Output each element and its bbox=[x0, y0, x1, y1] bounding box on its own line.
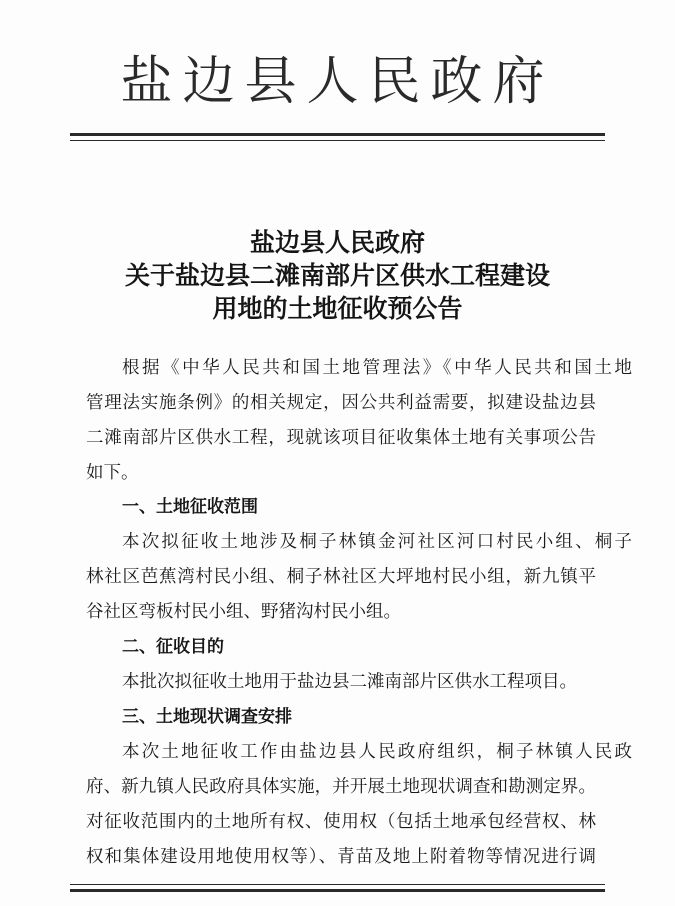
section-3-heading: 三、土地现状调查安排 bbox=[122, 707, 292, 727]
section-1-line-3: 谷社区弯板村民小组、野猪沟村民小组。 bbox=[86, 602, 401, 622]
section-3-line-3: 对征收范围内的土地所有权、使用权（包括土地承包经营权、林 bbox=[86, 812, 596, 832]
notice-title-line-2: 关于盐边县二滩南部片区供水工程建设 bbox=[124, 261, 550, 290]
footer-rule-thick bbox=[70, 889, 605, 892]
section-1-line-2: 林社区芭蕉湾村民小组、桐子林社区大坪地村民小组，新九镇平 bbox=[86, 567, 596, 587]
section-2-line-1: 本批次拟征收土地用于盐边县二滩南部片区供水工程项目。 bbox=[122, 672, 577, 692]
section-3-line-2: 府、新九镇人民政府具体实施，并开展土地现状调查和勘测定界。 bbox=[86, 777, 596, 797]
letterhead-title: 盐边县人民政府 bbox=[120, 52, 555, 112]
section-3-line-4: 权和集体建设用地使用权等）、青苗及地上附着物等情况进行调 bbox=[86, 847, 596, 867]
letterhead-rule-thin bbox=[70, 140, 605, 141]
letterhead-rule-thick bbox=[70, 133, 605, 136]
notice-title-line-3: 用地的土地征收预公告 bbox=[212, 294, 463, 323]
intro-line-2: 管理法实施条例》的相关规定，因公共利益需要，拟建设盐边县 bbox=[86, 393, 596, 413]
footer-rule-thin bbox=[70, 884, 605, 885]
section-1-line-1: 本次拟征收土地涉及桐子林镇金河社区河口村民小组、桐子 bbox=[122, 532, 632, 552]
intro-line-3: 二滩南部片区供水工程，现就该项目征收集体土地有关事项公告 bbox=[86, 428, 596, 448]
intro-line-1: 根据《中华人民共和国土地管理法》《中华人民共和国土地 bbox=[122, 358, 632, 378]
section-1-heading: 一、土地征收范围 bbox=[122, 497, 258, 517]
section-2-heading: 二、征收目的 bbox=[122, 637, 224, 657]
notice-title-line-1: 盐边县人民政府 bbox=[249, 228, 425, 257]
section-3-line-1: 本次土地征收工作由盐边县人民政府组织，桐子林镇人民政 bbox=[122, 742, 632, 762]
intro-line-4: 如下。 bbox=[86, 463, 139, 483]
